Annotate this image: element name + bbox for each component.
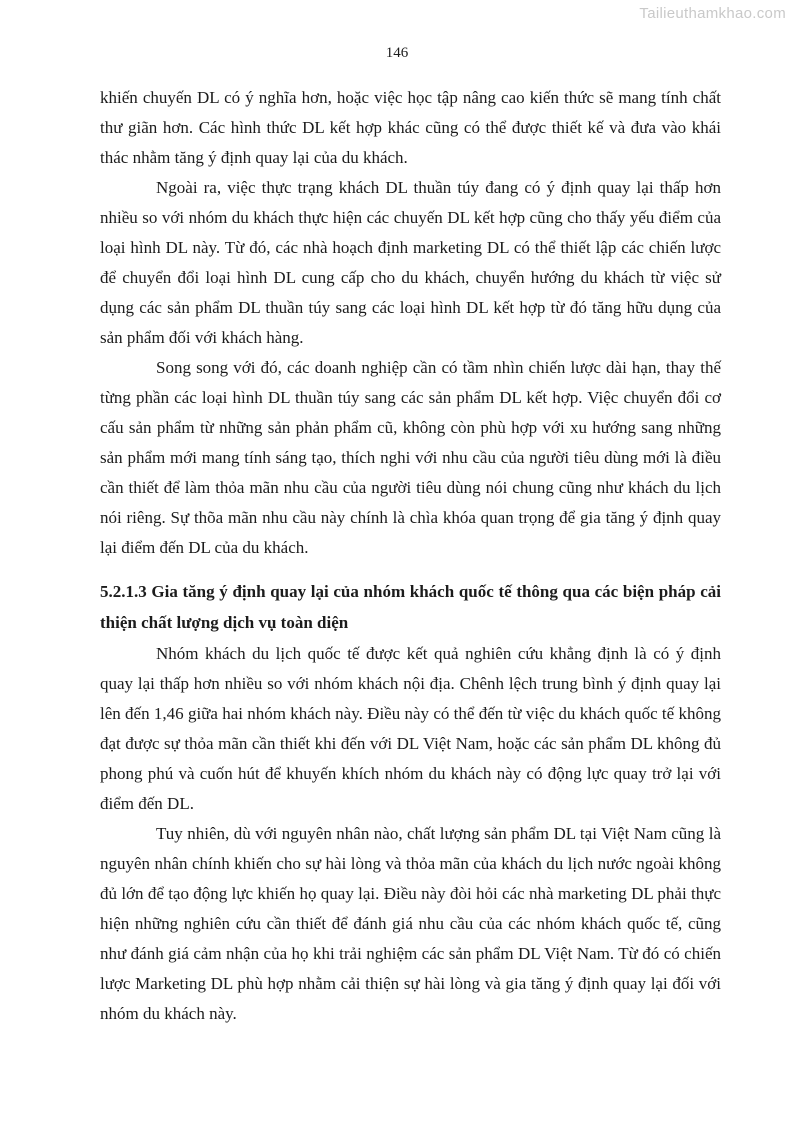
paragraph: Tuy nhiên, dù với nguyên nhân nào, chất lượng sản phẩm DL tại Việt Nam cũng là nguyên nhân chính khiến cho sự hài lòng và thỏa mãn của khách du lịch nước ngoài không đủ lớn để tạo động lực khiến họ quay lại. Điều này đòi hỏi các nhà marketing DL phải thực hiện những nghiên cứu cần thiết để đánh giá nhu cầu của các nhóm khách quốc tế, cũng như đánh giá cảm nhận của họ khi trải nghiệm các sản phẩm DL Việt Nam. Từ đó có chiến lược Marketing DL phù hợp nhằm cải thiện sự hài lòng và gia tăng ý định quay lại đối với nhóm du khách này.: [100, 824, 721, 1023]
page-number: 146: [385, 45, 409, 61]
section-heading: 5.2.1.3 Gia tăng ý định quay lại của nhóm khách quốc tế thông qua các biện pháp cải thiện chất lượng dịch vụ toàn diện: [100, 582, 721, 632]
paragraph: Song song với đó, các doanh nghiệp cần có tầm nhìn chiến lược dài hạn, thay thế từng phần các loại hình DL thuần túy sang các sản phẩm DL kết hợp. Việc chuyển đổi cơ cấu sản phẩm từ những sản phản phẩm cũ, không còn phù hợp với xu hướng sang những sản phẩm mới mang tính sáng tạo, thích nghi với nhu cầu của người tiêu dùng mới là điều cần thiết để làm thỏa mãn nhu cầu của người tiêu dùng nói chung cũng như khách du lịch nói riêng. Sự thõa mãn nhu cầu này chính là chìa khóa quan trọng để gia tăng ý định quay lại điểm đến DL của du khách.: [100, 358, 721, 557]
paragraph: Nhóm khách du lịch quốc tế được kết quả nghiên cứu khẳng định là có ý định quay lại thấp hơn nhiều so với nhóm khách nội địa. Chênh lệch trung bình ý định quay lại lên đến 1,46 giữa hai nhóm khách này. Điều này có thể đến từ việc du khách quốc tế không đạt được sự thỏa mãn cần thiết khi đến với DL Việt Nam, hoặc các sản phẩm DL không đủ phong phú và cuốn hút để khuyến khích nhóm du khách này có động lực quay trở lại với điểm đến DL.: [100, 644, 721, 813]
document-body: [100, 83, 721, 1029]
watermark-text: Tailieuthamkhao.com: [639, 5, 786, 22]
paragraph: Ngoài ra, việc thực trạng khách DL thuần túy đang có ý định quay lại thấp hơn nhiều so với nhóm du khách thực hiện các chuyến DL kết hợp cũng cho thấy yếu điểm của loại hình DL này. Từ đó, các nhà hoạch định marketing DL có thể thiết lập các chiến lược để chuyển đổi loại hình DL cung cấp cho du khách, chuyển hướng du khách từ việc sử dụng các sản phẩm DL thuần túy sang các loại hình DL kết hợp từ đó tăng hữu dụng của sản phẩm đối với khách hàng.: [100, 178, 721, 347]
paragraph-continuation: khiến chuyến DL có ý nghĩa hơn, hoặc việc học tập nâng cao kiến thức sẽ mang tính chất thư giãn hơn. Các hình thức DL kết hợp khác cũng có thể được thiết kế và đưa vào khái thác nhằm tăng ý định quay lại của du khách.: [100, 88, 721, 167]
